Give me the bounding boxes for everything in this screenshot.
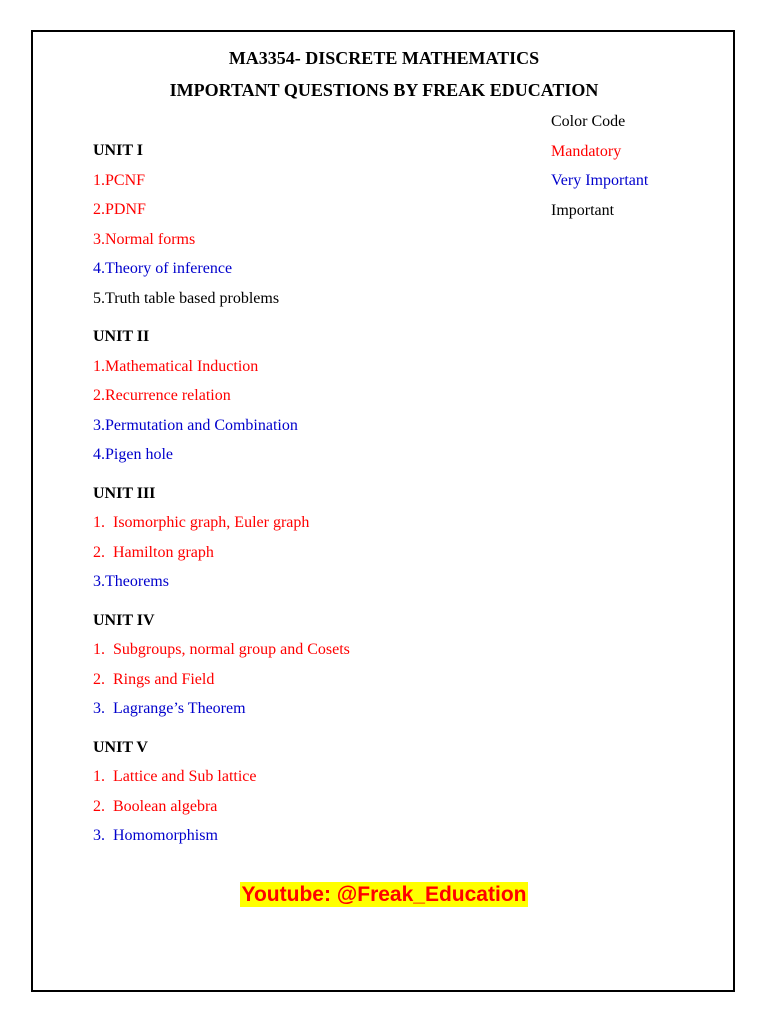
legend-important: Important — [551, 201, 615, 219]
list-item: 2. Hamilton graph — [93, 543, 214, 561]
list-item: 1. Isomorphic graph, Euler graph — [93, 514, 310, 531]
color-code-legend — [551, 112, 648, 230]
list-item: 2. Boolean algebra — [93, 797, 218, 815]
unit-3 — [93, 484, 350, 602]
unit-heading: UNIT II — [93, 328, 150, 345]
unit-1 — [93, 141, 350, 318]
unit-heading: UNIT V — [93, 738, 148, 756]
youtube-handle: Youtube: @Freak_Education — [241, 883, 527, 906]
unit-2 — [93, 327, 350, 475]
unit-heading: UNIT IV — [93, 611, 155, 629]
document-subtitle: IMPORTANT QUESTIONS BY FREAK EDUCATION — [169, 80, 599, 100]
list-item: 2.PDNF — [93, 201, 146, 218]
units-list — [93, 141, 350, 865]
list-item: 1. Lattice and Sub lattice — [93, 768, 257, 785]
list-item: 3.Permutation and Combination — [93, 416, 298, 434]
unit-4 — [93, 611, 350, 729]
list-item: 1.Mathematical Induction — [93, 357, 259, 375]
unit-heading: UNIT I — [93, 142, 143, 159]
list-item: 3. Lagrange’s Theorem — [93, 700, 246, 717]
unit-5 — [93, 738, 350, 856]
list-item: 2.Recurrence relation — [93, 387, 231, 404]
legend-heading: Color Code — [551, 113, 626, 130]
list-item: 2. Rings and Field — [93, 670, 215, 688]
list-item: 3.Normal forms — [93, 230, 196, 248]
footer — [0, 883, 768, 907]
list-item: 5.Truth table based problems — [93, 289, 280, 307]
list-item: 4.Theory of inference — [93, 260, 233, 277]
legend-very-important: Very Important — [551, 172, 649, 189]
list-item: 4.Pigen hole — [93, 446, 173, 463]
list-item: 3.Theorems — [93, 573, 169, 590]
unit-heading: UNIT III — [93, 484, 156, 502]
legend-mandatory: Mandatory — [551, 142, 622, 160]
document-title: MA3354- DISCRETE MATHEMATICS — [228, 48, 540, 68]
list-item: 3. Homomorphism — [93, 827, 218, 844]
list-item: 1.PCNF — [93, 171, 146, 189]
list-item: 1. Subgroups, normal group and Cosets — [93, 641, 350, 658]
